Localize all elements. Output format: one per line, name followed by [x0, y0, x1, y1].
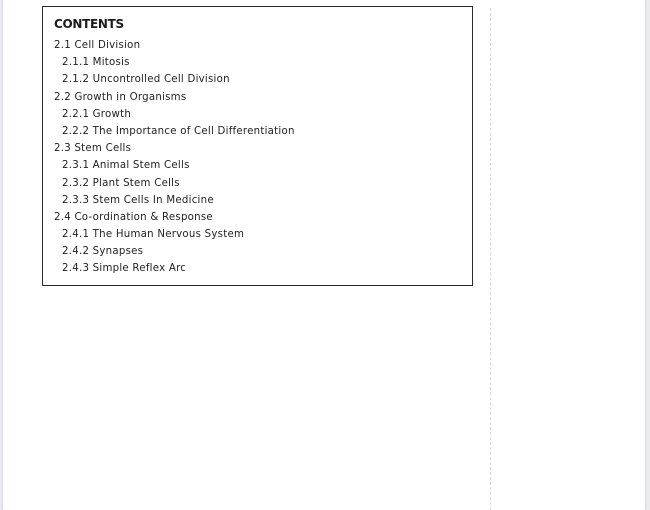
toc-link-plant-stem-cells[interactable]: 2.3.2 Plant Stem Cells: [62, 177, 180, 189]
toc-link-mitosis[interactable]: 2.1.1 Mitosis: [62, 57, 130, 69]
toc-link-human-nervous-system[interactable]: 2.4.1 The Human Nervous System: [62, 229, 245, 241]
toc-list: [54, 37, 472, 278]
toc-link-stem-cells[interactable]: 2.3 Stem Cells: [54, 143, 132, 155]
toc-link-growth[interactable]: 2.2.1 Growth: [62, 108, 132, 120]
toc-link-importance-of-cell-differentiation[interactable]: 2.2.2 The Importance of Cell Differentiation: [62, 125, 295, 137]
toc-link-simple-reflex-arc[interactable]: 2.4.3 Simple Reflex Arc: [62, 263, 187, 275]
toc-link-uncontrolled-cell-division[interactable]: 2.1.2 Uncontrolled Cell Division: [62, 74, 230, 86]
column-guide-divider: [490, 8, 491, 510]
toc-link-synapses[interactable]: 2.4.2 Synapses: [62, 246, 144, 258]
toc-link-stem-cells-in-medicine[interactable]: 2.3.3 Stem Cells In Medicine: [62, 194, 214, 206]
document-page: [3, 0, 645, 510]
toc-heading: CONTENTS: [54, 17, 124, 31]
table-of-contents: [42, 6, 473, 286]
toc-link-animal-stem-cells[interactable]: 2.3.1 Animal Stem Cells: [62, 160, 190, 172]
toc-link-cell-division[interactable]: 2.1 Cell Division: [54, 40, 141, 51]
toc-link-growth-in-organisms[interactable]: 2.2 Growth in Organisms: [54, 91, 187, 103]
toc-link-coordination-and-response[interactable]: 2.4 Co-ordination & Response: [54, 211, 213, 223]
